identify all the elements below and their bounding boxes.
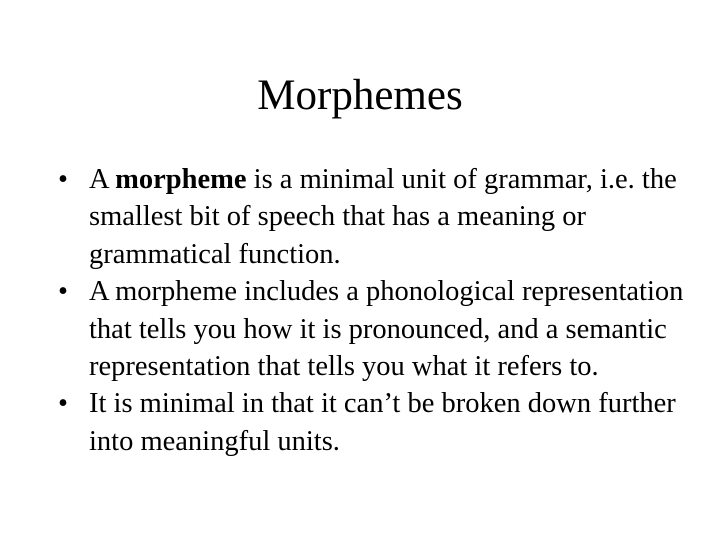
bullet-icon: • — [58, 388, 68, 420]
bullet-rest: is a minimal unit of grammar, i.e. the smallest bit of speech that has a meaning or grammatical function. — [89, 164, 677, 270]
bullet-text: It is minimal in that it can’t be broken down further into meaningful units. — [89, 388, 676, 457]
bullet-text — [89, 164, 677, 270]
bullet-text: A morpheme includes a phonological representation that tells you how it is pronounced, and a semantic representation that tells you what it refers to. — [89, 276, 684, 383]
bullet-item-3 — [58, 385, 698, 460]
bullet-term: morpheme — [115, 164, 247, 195]
bullet-item-2 — [58, 273, 698, 385]
bullet-item-1 — [58, 161, 698, 273]
bullet-icon: • — [58, 276, 68, 308]
bullet-lead: A — [89, 164, 116, 195]
bullet-list — [58, 161, 698, 460]
bullet-icon: • — [58, 164, 68, 195]
slide-title: Morphemes — [257, 72, 463, 119]
